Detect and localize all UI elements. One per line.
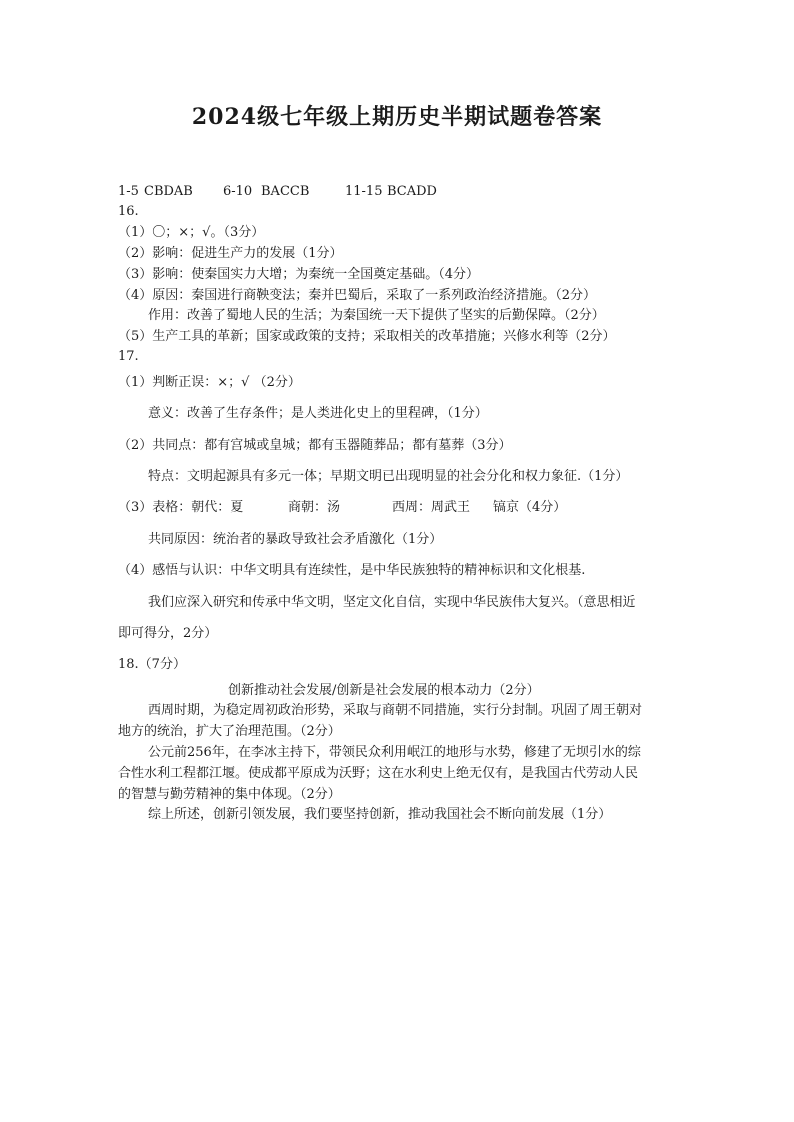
mc-answers-3: BCADD xyxy=(387,184,437,199)
page-title: 2024级七年级上期历史半期试题卷答案 xyxy=(191,104,603,130)
q17-part-4: （4）感悟与认识：中华文明具有连续性，是中华民族独特的精神标识和文化根基. xyxy=(118,563,586,578)
q18-theme: 创新推动社会发展/创新是社会发展的根本动力（2分） xyxy=(228,683,540,698)
q16-number: 16. xyxy=(118,204,139,219)
q16-line-6: （5）生产工具的革新；国家或政策的支持；采取相关的改革措施；兴修水利等（2分） xyxy=(118,329,616,344)
q18-number: 18.（7分） xyxy=(118,657,186,672)
mc-range-3: 11-15 xyxy=(345,184,383,199)
q17-part-4-end: 即可得分，2分） xyxy=(118,626,218,641)
q17-number: 17. xyxy=(118,349,139,364)
table-shang: 商朝：汤 xyxy=(288,500,341,515)
table-western-zhou: 西周：周武王 xyxy=(392,500,471,515)
q18-para-2-line-3: 的智慧与勤劳精神的集中体现。（2分） xyxy=(118,787,341,802)
multiple-choice-answers xyxy=(118,183,437,201)
q17-part-4-cont: 我们应深入研究和传承中华文明，坚定文化自信，实现中华民族伟大复兴。（意思相近 xyxy=(148,595,636,610)
q17-common-cause: 共同原因：统治者的暴政导致社会矛盾激化（1分） xyxy=(148,532,443,547)
q18-para-2-line-2: 合性水利工程都江堰。使成都平原成为沃野；这在水利史上绝无仅有，是我国古代劳动人民 xyxy=(118,766,639,781)
q16-line-1: （1）〇；×；√。（3分） xyxy=(118,225,265,240)
table-xia: （3）表格：朝代：夏 xyxy=(118,500,244,515)
q17-part-2-features: 特点：文明起源具有多元一体；早期文明已出现明显的社会分化和权力象征.（1分） xyxy=(148,469,629,484)
q16-line-2: （2）影响：促进生产力的发展（1分） xyxy=(118,246,343,261)
q18-conclusion: 综上所述，创新引领发展，我们要坚持创新，推动我国社会不断向前发展（1分） xyxy=(148,807,612,822)
mc-answers-2: BACCB xyxy=(261,184,310,199)
q17-part-1: （1）判断正误：×；√ （2分） xyxy=(118,375,301,390)
q16-line-4: （4）原因：秦国进行商鞅变法；秦并巴蜀后，采取了一系列政治经济措施。（2分） xyxy=(118,288,597,303)
table-haojing: 镐京（4分） xyxy=(493,500,567,515)
q18-para-1-line-2: 地方的统治，扩大了治理范围。（2分） xyxy=(118,724,341,739)
q18-para-1-line-1: 西周时期，为稳定周初政治形势，采取与商朝不同措施，实行分封制。巩固了周王朝对 xyxy=(148,703,643,718)
q17-part-1-meaning: 意义：改善了生存条件；是人类进化史上的里程碑，（1分） xyxy=(148,406,488,421)
q17-part-3-table xyxy=(118,499,566,517)
q17-part-2: （2）共同点：都有宫城或皇城；都有玉器随葬品；都有墓葬（3分） xyxy=(118,438,512,453)
mc-range-1: 1-5 xyxy=(118,184,139,199)
q16-line-5: 作用：改善了蜀地人民的生活；为秦国统一天下提供了坚实的后勤保障。（2分） xyxy=(148,308,605,323)
mc-range-2: 6-10 xyxy=(223,184,253,199)
mc-answers-1: CBDAB xyxy=(144,184,193,199)
q18-para-2-line-1: 公元前256年，在李冰主持下，带领民众利用岷江的地形与水势，修建了无坝引水的综 xyxy=(148,745,641,760)
q16-line-3: （3）影响：使秦国实力大增；为秦统一全国奠定基础。（4分） xyxy=(118,267,480,282)
